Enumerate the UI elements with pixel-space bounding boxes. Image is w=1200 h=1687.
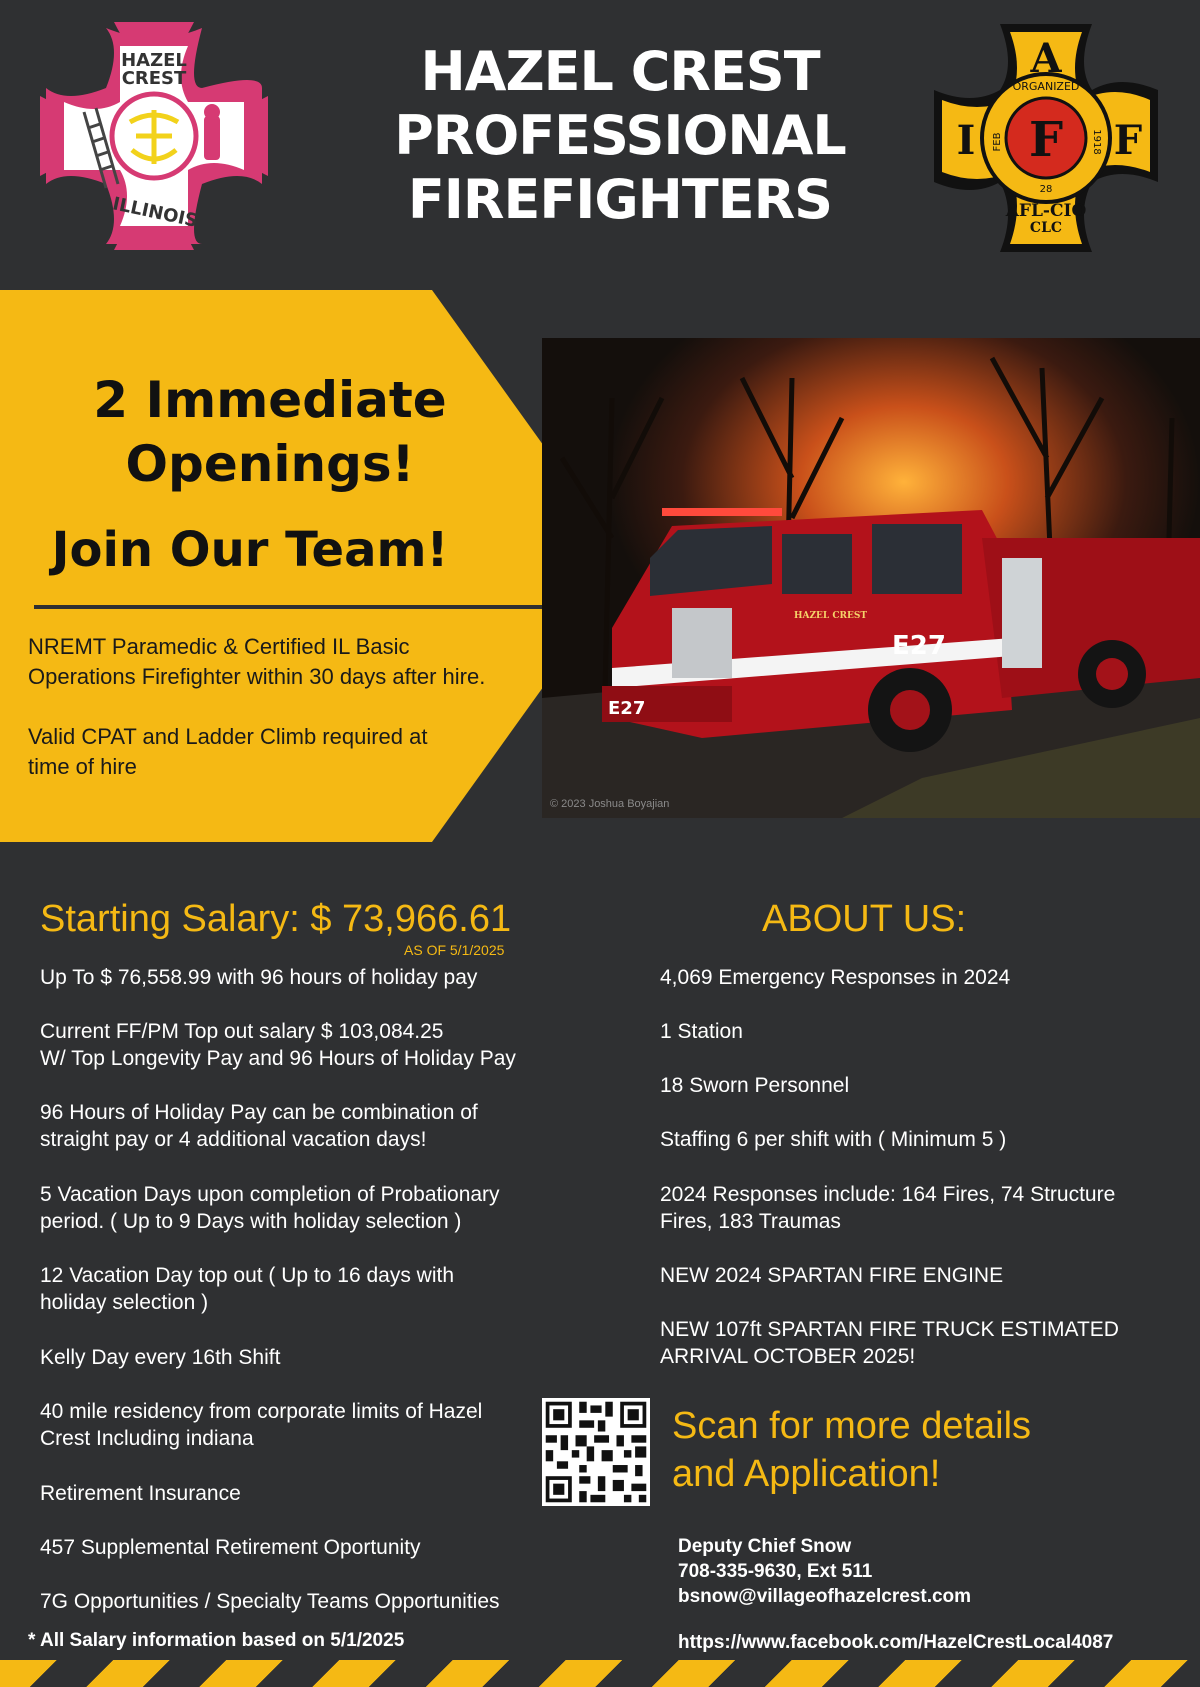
openings-heading [20,368,520,496]
about-item [660,1018,1170,1045]
item-line: 7G Opportunities / Specialty Teams Opportunities [40,1590,500,1613]
logo-text: HAZEL [121,50,187,71]
requirement-certification [28,632,588,692]
contact-phone[interactable]: 708-335-9630, Ext 511 [678,1561,873,1582]
openings-line: 2 Immediate [93,371,447,429]
item-line: Fires, 183 Traumas [660,1210,841,1233]
fire-engine-photo [542,338,1200,818]
about-item [660,1072,1170,1099]
divider [34,605,542,609]
title-line: PROFESSIONAL [394,104,846,167]
logo-text: ORGANIZED [1012,80,1080,93]
requirement-line: time of hire [28,754,137,779]
hazel-crest-logo-icon [36,18,272,254]
item-line: Retirement Insurance [40,1482,241,1505]
photo-credit: © 2023 Joshua Boyajian [550,798,670,810]
requirement-line: Operations Firefighter within 30 days after hire. [28,664,486,689]
iaff-logo-icon [930,20,1162,256]
requirement-cpat [28,722,588,782]
item-line: 4,069 Emergency Responses in 2024 [660,966,1011,989]
about-heading: ABOUT US: [762,898,967,940]
logo-letter: I [956,117,976,164]
logo-letter: A [1030,35,1062,82]
join-heading: Join Our Team! [51,522,449,578]
logo-letter: F [1028,112,1064,168]
item-line: NEW 2024 SPARTAN FIRE ENGINE [660,1264,1004,1287]
item-line: straight pay or 4 additional vacation days! [40,1128,427,1151]
logo-text: ILLINOIS [110,193,200,232]
salary-item [40,964,560,991]
logo-text: AFL-CIO [1005,201,1087,221]
qr-code-icon[interactable] [542,1398,650,1506]
item-line: Up To $ 76,558.99 with 96 hours of holiday pay [40,966,478,989]
item-line: 1 Station [660,1020,743,1043]
salary-item [40,1262,560,1316]
salary-footnote: * All Salary information based on 5/1/2025 [28,1630,405,1651]
scan-line: and Application! [672,1453,941,1495]
about-item [660,1262,1170,1289]
scan-callout [672,1402,1031,1498]
contact-email[interactable]: bsnow@villageofhazelcrest.com [678,1586,972,1607]
item-line: Staffing 6 per shift with ( Minimum 5 ) [660,1128,1007,1151]
requirement-line: Valid CPAT and Ladder Climb required at [28,724,428,749]
item-line: 2024 Responses include: 164 Fires, 74 Structure [660,1183,1116,1206]
openings-line: Openings! [125,435,415,493]
about-item [660,1181,1170,1235]
item-line: holiday selection ) [40,1291,209,1314]
logo-text: FEB [992,132,1003,152]
item-line: 40 mile residency from corporate limits of Hazel [40,1400,483,1423]
salary-as-of: AS OF 5/1/2025 [404,942,505,958]
logo-text: CLC [1029,220,1063,236]
salary-item [40,1099,560,1153]
logo-text: 28 [1039,184,1053,195]
item-line: NEW 107ft SPARTAN FIRE TRUCK ESTIMATED [660,1318,1119,1341]
scan-line: Scan for more details [672,1405,1032,1447]
salary-heading: Starting Salary: $ 73,966.61 [40,898,512,940]
item-line: 457 Supplemental Retirement Oportunity [40,1536,421,1559]
salary-item [40,1480,560,1507]
logo-letter: F [1113,117,1143,164]
facebook-link[interactable]: https://www.facebook.com/HazelCrestLocal4087 [678,1632,1114,1653]
page-title [340,40,900,232]
truck-label: E27 [892,631,946,661]
item-line: 18 Sworn Personnel [660,1074,850,1097]
salary-item [40,1344,560,1371]
about-item [660,964,1170,991]
item-line: 12 Vacation Day top out ( Up to 16 days with [40,1264,455,1287]
salary-item [40,1181,560,1235]
requirement-line: NREMT Paramedic & Certified IL Basic [28,634,410,659]
salary-item [40,1534,560,1561]
item-line: W/ Top Longevity Pay and 96 Hours of Holiday Pay [40,1047,516,1070]
item-line: Crest Including indiana [40,1427,254,1450]
logo-text: CREST [121,68,187,89]
item-line: ARRIVAL OCTOBER 2025! [660,1345,916,1368]
about-item [660,1126,1170,1153]
about-item [660,1316,1170,1370]
salary-item [40,1398,560,1452]
truck-label: E27 [608,698,646,719]
truck-door-text: HAZEL CREST [794,611,868,621]
title-line: FIREFIGHTERS [407,168,833,231]
contact-block [678,1534,971,1609]
contact-name: Deputy Chief Snow [678,1536,852,1557]
salary-item [40,1588,560,1615]
item-line: Current FF/PM Top out salary $ 103,084.25 [40,1020,444,1043]
item-line: period. ( Up to 9 Days with holiday selection ) [40,1210,462,1233]
salary-item [40,1018,560,1072]
item-line: 5 Vacation Days upon completion of Probationary [40,1183,500,1206]
item-line: 96 Hours of Holiday Pay can be combination of [40,1101,478,1124]
logo-text: 1918 [1091,129,1102,155]
item-line: Kelly Day every 16th Shift [40,1346,281,1369]
hazard-stripe [0,1660,1200,1687]
title-line: HAZEL CREST [420,40,820,103]
